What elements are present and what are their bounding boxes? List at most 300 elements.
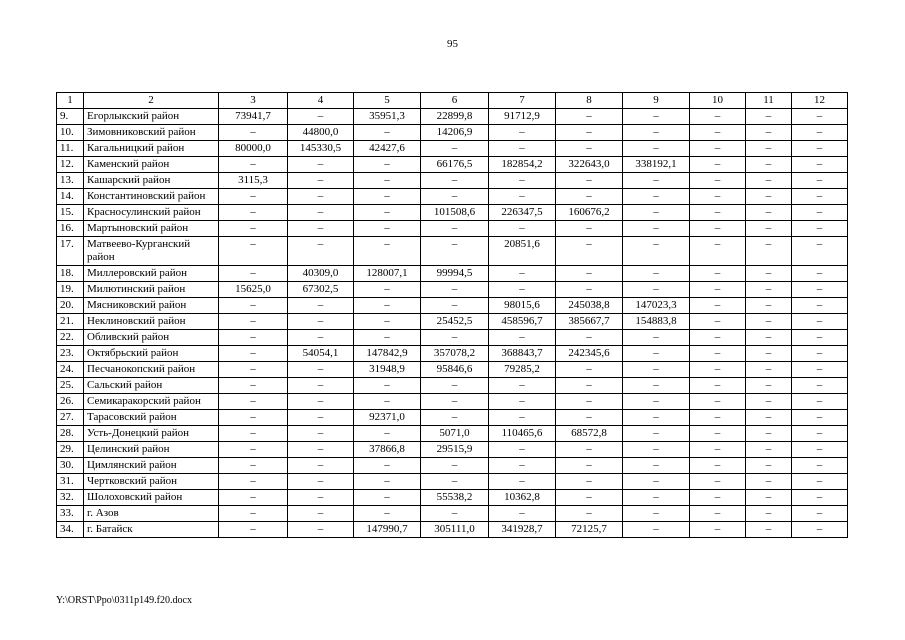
value-cell: 80000,0 <box>219 141 288 157</box>
value-cell: 20851,6 <box>489 237 556 266</box>
district-name: Красносулинский район <box>84 205 219 221</box>
district-name: г. Батайск <box>84 522 219 538</box>
value-cell: – <box>690 189 746 205</box>
value-cell: – <box>288 362 354 378</box>
district-name: Обливский район <box>84 330 219 346</box>
value-cell: 458596,7 <box>489 314 556 330</box>
value-cell: – <box>556 442 623 458</box>
value-cell: 338192,1 <box>623 157 690 173</box>
value-cell: – <box>489 266 556 282</box>
value-cell: – <box>623 205 690 221</box>
value-cell: – <box>219 458 288 474</box>
value-cell: 42427,6 <box>354 141 421 157</box>
value-cell: – <box>219 205 288 221</box>
value-cell: – <box>489 442 556 458</box>
value-cell: 73941,7 <box>219 109 288 125</box>
value-cell: 147990,7 <box>354 522 421 538</box>
table-row <box>57 237 848 266</box>
district-name: Шолоховский район <box>84 490 219 506</box>
value-cell: – <box>354 490 421 506</box>
value-cell: – <box>219 490 288 506</box>
value-cell: 3115,3 <box>219 173 288 189</box>
value-cell: – <box>354 125 421 141</box>
value-cell: – <box>489 189 556 205</box>
footer-file-path: Y:\ORST\Ppo\0311p149.f20.docx <box>56 595 192 606</box>
value-cell: – <box>354 157 421 173</box>
table-header-row <box>57 93 848 109</box>
value-cell: – <box>556 506 623 522</box>
value-cell: – <box>746 362 792 378</box>
value-cell: – <box>690 205 746 221</box>
value-cell: – <box>219 378 288 394</box>
value-cell: 147023,3 <box>623 298 690 314</box>
value-cell: – <box>421 410 489 426</box>
value-cell: 160676,2 <box>556 205 623 221</box>
value-cell: – <box>792 173 848 189</box>
value-cell: – <box>792 394 848 410</box>
value-cell: – <box>746 346 792 362</box>
value-cell: – <box>421 474 489 490</box>
value-cell: – <box>219 237 288 266</box>
value-cell: – <box>792 282 848 298</box>
table-row <box>57 314 848 330</box>
value-cell: – <box>623 378 690 394</box>
value-cell: – <box>219 506 288 522</box>
value-cell: – <box>556 410 623 426</box>
value-cell: – <box>556 221 623 237</box>
table-row <box>57 157 848 173</box>
table-row <box>57 474 848 490</box>
row-index: 20. <box>57 298 84 314</box>
value-cell: – <box>219 362 288 378</box>
table-row <box>57 282 848 298</box>
value-cell: 110465,6 <box>489 426 556 442</box>
value-cell: – <box>746 410 792 426</box>
value-cell: – <box>623 221 690 237</box>
value-cell: – <box>623 330 690 346</box>
value-cell: – <box>421 173 489 189</box>
value-cell: – <box>746 394 792 410</box>
district-name: Мясниковский район <box>84 298 219 314</box>
value-cell: – <box>288 378 354 394</box>
value-cell: – <box>792 442 848 458</box>
value-cell: – <box>288 157 354 173</box>
value-cell: – <box>354 330 421 346</box>
value-cell: – <box>489 173 556 189</box>
table-row <box>57 266 848 282</box>
value-cell: – <box>792 314 848 330</box>
table-row <box>57 442 848 458</box>
district-name: Цимлянский район <box>84 458 219 474</box>
value-cell: 14206,9 <box>421 125 489 141</box>
value-cell: – <box>792 378 848 394</box>
row-index: 9. <box>57 109 84 125</box>
value-cell: 154883,8 <box>623 314 690 330</box>
value-cell: – <box>623 426 690 442</box>
row-index: 18. <box>57 266 84 282</box>
value-cell: – <box>690 506 746 522</box>
value-cell: – <box>792 458 848 474</box>
value-cell: 37866,8 <box>354 442 421 458</box>
value-cell: – <box>354 205 421 221</box>
column-number-8: 8 <box>556 93 623 109</box>
district-name: Тарасовский район <box>84 410 219 426</box>
table-row <box>57 394 848 410</box>
value-cell: – <box>421 378 489 394</box>
value-cell: – <box>623 474 690 490</box>
value-cell: – <box>746 442 792 458</box>
value-cell: – <box>690 490 746 506</box>
value-cell: – <box>421 506 489 522</box>
value-cell: – <box>556 189 623 205</box>
value-cell: – <box>219 394 288 410</box>
value-cell: – <box>354 474 421 490</box>
value-cell: – <box>792 506 848 522</box>
value-cell: – <box>690 298 746 314</box>
value-cell: – <box>489 378 556 394</box>
value-cell: – <box>746 426 792 442</box>
value-cell: – <box>792 205 848 221</box>
row-index: 11. <box>57 141 84 157</box>
value-cell: 101508,6 <box>421 205 489 221</box>
value-cell: 40309,0 <box>288 266 354 282</box>
value-cell: 25452,5 <box>421 314 489 330</box>
value-cell: – <box>746 125 792 141</box>
column-number-3: 3 <box>219 93 288 109</box>
value-cell: – <box>690 173 746 189</box>
value-cell: 305111,0 <box>421 522 489 538</box>
value-cell: – <box>690 410 746 426</box>
value-cell: – <box>623 458 690 474</box>
value-cell: – <box>746 458 792 474</box>
value-cell: – <box>288 506 354 522</box>
column-number-6: 6 <box>421 93 489 109</box>
value-cell: – <box>421 189 489 205</box>
value-cell: – <box>792 362 848 378</box>
value-cell: – <box>288 189 354 205</box>
value-cell: 31948,9 <box>354 362 421 378</box>
value-cell: 91712,9 <box>489 109 556 125</box>
value-cell: 15625,0 <box>219 282 288 298</box>
value-cell: 99994,5 <box>421 266 489 282</box>
value-cell: – <box>690 426 746 442</box>
value-cell: – <box>489 141 556 157</box>
page-number: 95 <box>447 38 458 50</box>
value-cell: – <box>556 458 623 474</box>
value-cell: – <box>489 221 556 237</box>
value-cell: – <box>746 237 792 266</box>
value-cell: – <box>421 237 489 266</box>
value-cell: – <box>792 426 848 442</box>
table-row <box>57 410 848 426</box>
value-cell: – <box>556 237 623 266</box>
value-cell: – <box>354 458 421 474</box>
row-index: 29. <box>57 442 84 458</box>
value-cell: 98015,6 <box>489 298 556 314</box>
row-index: 33. <box>57 506 84 522</box>
row-index: 19. <box>57 282 84 298</box>
value-cell: – <box>489 125 556 141</box>
value-cell: 368843,7 <box>489 346 556 362</box>
value-cell: – <box>288 109 354 125</box>
value-cell: – <box>690 458 746 474</box>
value-cell: – <box>690 314 746 330</box>
value-cell: – <box>489 410 556 426</box>
value-cell: – <box>288 330 354 346</box>
value-cell: – <box>556 362 623 378</box>
district-name: Кашарский район <box>84 173 219 189</box>
value-cell: 242345,6 <box>556 346 623 362</box>
row-index: 12. <box>57 157 84 173</box>
value-cell: – <box>746 314 792 330</box>
value-cell: – <box>219 125 288 141</box>
value-cell: – <box>623 282 690 298</box>
value-cell: – <box>690 522 746 538</box>
value-cell: – <box>690 378 746 394</box>
row-index: 30. <box>57 458 84 474</box>
row-index: 28. <box>57 426 84 442</box>
row-index: 13. <box>57 173 84 189</box>
row-index: 17. <box>57 237 84 266</box>
table-row <box>57 346 848 362</box>
value-cell: – <box>556 266 623 282</box>
table-row <box>57 141 848 157</box>
value-cell: – <box>219 189 288 205</box>
value-cell: – <box>556 125 623 141</box>
district-name: Егорлыкский район <box>84 109 219 125</box>
value-cell: 55538,2 <box>421 490 489 506</box>
column-number-1: 1 <box>57 93 84 109</box>
value-cell: – <box>690 282 746 298</box>
row-index: 10. <box>57 125 84 141</box>
district-name: Константиновский район <box>84 189 219 205</box>
value-cell: – <box>219 410 288 426</box>
value-cell: – <box>792 237 848 266</box>
table-row <box>57 125 848 141</box>
value-cell: – <box>288 237 354 266</box>
value-cell: – <box>556 474 623 490</box>
value-cell: – <box>288 221 354 237</box>
value-cell: – <box>792 330 848 346</box>
value-cell: – <box>623 394 690 410</box>
value-cell: 22899,8 <box>421 109 489 125</box>
value-cell: – <box>623 125 690 141</box>
district-name: Семикаракорский район <box>84 394 219 410</box>
value-cell: – <box>746 490 792 506</box>
district-name: Матвеево-Курганский район <box>84 237 219 266</box>
value-cell: – <box>623 346 690 362</box>
value-cell: – <box>792 410 848 426</box>
value-cell: – <box>489 506 556 522</box>
value-cell: – <box>421 330 489 346</box>
value-cell: – <box>288 522 354 538</box>
value-cell: – <box>746 221 792 237</box>
table-row <box>57 458 848 474</box>
data-table <box>56 92 848 538</box>
value-cell: – <box>623 362 690 378</box>
table-row <box>57 173 848 189</box>
value-cell: – <box>288 314 354 330</box>
value-cell: – <box>690 237 746 266</box>
value-cell: – <box>690 362 746 378</box>
value-cell: 385667,7 <box>556 314 623 330</box>
value-cell: – <box>690 330 746 346</box>
row-index: 34. <box>57 522 84 538</box>
row-index: 32. <box>57 490 84 506</box>
value-cell: 35951,3 <box>354 109 421 125</box>
table-row <box>57 426 848 442</box>
value-cell: – <box>421 221 489 237</box>
value-cell: 67302,5 <box>288 282 354 298</box>
value-cell: 29515,9 <box>421 442 489 458</box>
table-row <box>57 506 848 522</box>
value-cell: – <box>219 346 288 362</box>
row-index: 26. <box>57 394 84 410</box>
value-cell: – <box>746 330 792 346</box>
district-name: Кагальницкий район <box>84 141 219 157</box>
value-cell: – <box>556 141 623 157</box>
value-cell: – <box>556 173 623 189</box>
value-cell: – <box>792 109 848 125</box>
value-cell: 226347,5 <box>489 205 556 221</box>
value-cell: – <box>623 173 690 189</box>
row-index: 21. <box>57 314 84 330</box>
value-cell: – <box>288 490 354 506</box>
value-cell: – <box>556 282 623 298</box>
district-name: Октябрьский район <box>84 346 219 362</box>
value-cell: – <box>746 109 792 125</box>
value-cell: – <box>354 394 421 410</box>
value-cell: – <box>623 189 690 205</box>
value-cell: – <box>690 221 746 237</box>
district-name: Песчанокопский район <box>84 362 219 378</box>
district-name: Неклиновский район <box>84 314 219 330</box>
value-cell: – <box>792 298 848 314</box>
value-cell: – <box>690 346 746 362</box>
value-cell: 10362,8 <box>489 490 556 506</box>
district-name: Мартыновский район <box>84 221 219 237</box>
value-cell: – <box>354 189 421 205</box>
value-cell: – <box>792 141 848 157</box>
value-cell: – <box>421 282 489 298</box>
table-row <box>57 522 848 538</box>
value-cell: – <box>219 157 288 173</box>
value-cell: – <box>746 141 792 157</box>
value-cell: – <box>746 205 792 221</box>
district-name: Чертковский район <box>84 474 219 490</box>
column-number-10: 10 <box>690 93 746 109</box>
value-cell: – <box>354 298 421 314</box>
value-cell: – <box>690 442 746 458</box>
value-cell: 79285,2 <box>489 362 556 378</box>
value-cell: – <box>792 189 848 205</box>
value-cell: – <box>746 157 792 173</box>
column-number-5: 5 <box>354 93 421 109</box>
value-cell: – <box>690 266 746 282</box>
value-cell: – <box>354 378 421 394</box>
table-row <box>57 221 848 237</box>
value-cell: – <box>623 237 690 266</box>
row-index: 22. <box>57 330 84 346</box>
row-index: 16. <box>57 221 84 237</box>
value-cell: – <box>792 474 848 490</box>
value-cell: – <box>219 266 288 282</box>
table-row <box>57 189 848 205</box>
value-cell: – <box>623 442 690 458</box>
value-cell: – <box>623 410 690 426</box>
value-cell: – <box>288 474 354 490</box>
value-cell: – <box>354 173 421 189</box>
value-cell: – <box>288 426 354 442</box>
value-cell: – <box>219 330 288 346</box>
value-cell: 44800,0 <box>288 125 354 141</box>
value-cell: – <box>354 221 421 237</box>
value-cell: – <box>421 298 489 314</box>
value-cell: – <box>219 474 288 490</box>
value-cell: – <box>792 266 848 282</box>
value-cell: – <box>746 189 792 205</box>
value-cell: – <box>556 109 623 125</box>
value-cell: – <box>219 298 288 314</box>
value-cell: 66176,5 <box>421 157 489 173</box>
table-row <box>57 490 848 506</box>
value-cell: – <box>489 458 556 474</box>
value-cell: – <box>623 490 690 506</box>
row-index: 23. <box>57 346 84 362</box>
value-cell: – <box>288 173 354 189</box>
value-cell: – <box>690 157 746 173</box>
value-cell: 245038,8 <box>556 298 623 314</box>
value-cell: 68572,8 <box>556 426 623 442</box>
value-cell: – <box>792 522 848 538</box>
value-cell: – <box>354 282 421 298</box>
value-cell: – <box>288 410 354 426</box>
value-cell: – <box>623 109 690 125</box>
row-index: 24. <box>57 362 84 378</box>
district-name: г. Азов <box>84 506 219 522</box>
row-index: 25. <box>57 378 84 394</box>
table-row <box>57 109 848 125</box>
value-cell: – <box>489 282 556 298</box>
table-row <box>57 330 848 346</box>
value-cell: – <box>690 141 746 157</box>
value-cell: – <box>746 173 792 189</box>
value-cell: 322643,0 <box>556 157 623 173</box>
value-cell: – <box>746 378 792 394</box>
value-cell: 92371,0 <box>354 410 421 426</box>
value-cell: 145330,5 <box>288 141 354 157</box>
value-cell: – <box>556 378 623 394</box>
value-cell: 72125,7 <box>556 522 623 538</box>
value-cell: – <box>690 125 746 141</box>
value-cell: 357078,2 <box>421 346 489 362</box>
value-cell: 5071,0 <box>421 426 489 442</box>
table-row <box>57 298 848 314</box>
value-cell: 54054,1 <box>288 346 354 362</box>
column-number-11: 11 <box>746 93 792 109</box>
value-cell: – <box>354 237 421 266</box>
value-cell: – <box>746 474 792 490</box>
district-name: Усть-Донецкий район <box>84 426 219 442</box>
value-cell: 128007,1 <box>354 266 421 282</box>
value-cell: – <box>623 266 690 282</box>
value-cell: 341928,7 <box>489 522 556 538</box>
district-name: Целинский район <box>84 442 219 458</box>
value-cell: 182854,2 <box>489 157 556 173</box>
value-cell: – <box>219 522 288 538</box>
value-cell: – <box>288 394 354 410</box>
table-row <box>57 378 848 394</box>
